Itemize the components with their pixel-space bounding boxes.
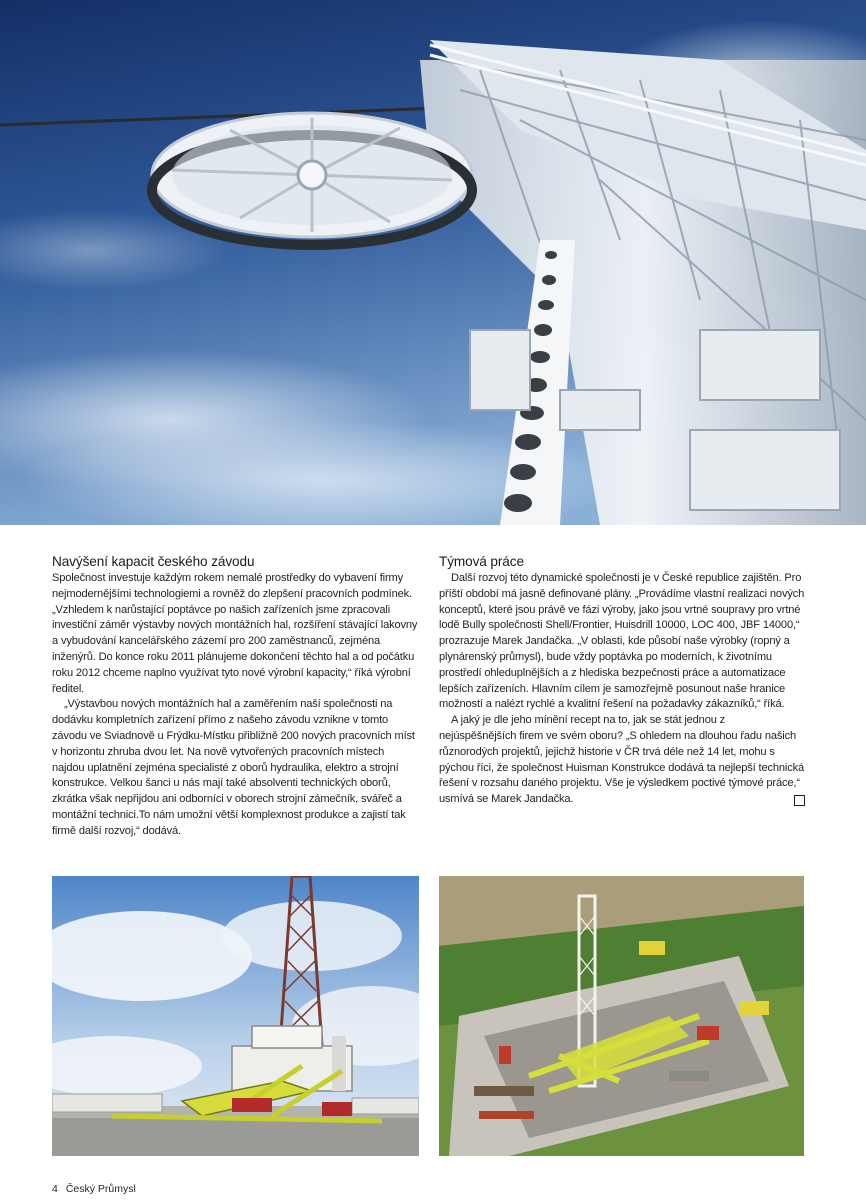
paragraph: „Výstavbou nových montážních hal a zaměřením naší společnosti na dodávku kompletních zařízení přímo z našeho závodu vznikne v tomto závodu ve Sviadnově u Frýdku-Místku přibližně 200 nových pracovních míst v horizontu zhruba dvou let. Na nově vytvořených pracovních místech najdou uplatnění zejména specialisté z oborů hydraulika, elektro a strojní konstrukce. Velkou šanci u nás mají také absolventi technických oborů, zkrátka však nepřijdou ani odborníci v oborech strojní zámečník, svářeč a montážní technici.To nám umožní větší komplexnost produkce a zajistí tak firmě další rozvoj,“ dodává. xyxy=(52,698,415,837)
article-left-column xyxy=(52,553,418,840)
publication-name: Český Průmysl xyxy=(65,1183,136,1195)
section-heading-capacity: Navýšení kapacit českého závodu xyxy=(52,554,255,569)
paragraph-text: A jaký je dle jeho mínění recept na to, jak se stát jednou z nejúspěšnějších firem ve svém oboru? „S ohledem na dlouhou řadu našich různorodých projektů, jejichž historie v ČR trvá déle než 14 let, mohu s pýchou říci, že společnost Huisman Konstrukce dodává ta nejlepší technická řešení v rozsahu daného projektu. Vše je výsledkem poctivé týmové práce,“ usmívá se Marek Jandačka. xyxy=(439,714,805,806)
paragraph: Společnost investuje každým rokem nemalé prostředky do vybavení firmy nejmodernějšími technologiemi a rovněž do zlepšení pracovních podmínek. „Vzhledem k narůstající poptávce po našich zařízeních jsme zpracovali investiční záměr výstavby nových montážních hal, rozšíření stávající lakovny a vybudování kancelářského zázemí pro 200 zaměstnanců, zejména inženýrů. Do konce roku 2011 plánujeme dokončení těchto hal a od počátku roku 2012 chceme naplno využívat tyto nové výrobní kapacity,“ říká výrobní ředitel. xyxy=(52,572,418,695)
aerial-rig-site-photo xyxy=(439,876,804,1156)
drilling-rig-photo xyxy=(52,876,419,1156)
paragraph-final xyxy=(439,713,805,808)
hero-crane-photo xyxy=(0,0,866,525)
end-of-article-icon xyxy=(794,795,805,806)
page-number: 4 xyxy=(52,1183,58,1195)
article-right-column xyxy=(439,553,805,808)
page-footer xyxy=(52,1183,136,1195)
paragraph: Další rozvoj této dynamické společnosti je v České republice zajištěn. Pro příští období má jasně definované plány. „Provádíme vlastní realizaci nových konceptů, které jsou právě ve fázi výroby, jako jsou vrtné soupravy pro vrtné lodě Bully společnosti Shell/Frontier, Huisdrill 10000, LOC 400, JBF 14000,“ prozrazuje Marek Jandačka. „V oblasti, kde působí naše výrobky (ropný a plynárenský průmysl), bude vždy poptávka po moderních, k životnímu prostředí ohleduplnějších a z hlediska bezpečnosti práce a automatizace lepších zařízeních. Hlavním cílem je samozřejmě posunout naše hranice možností a nalézt rychlé a kvalitní řešení na požadavky zákazníků,“ říká. xyxy=(439,572,805,711)
section-heading-teamwork: Týmová práce xyxy=(439,554,524,569)
